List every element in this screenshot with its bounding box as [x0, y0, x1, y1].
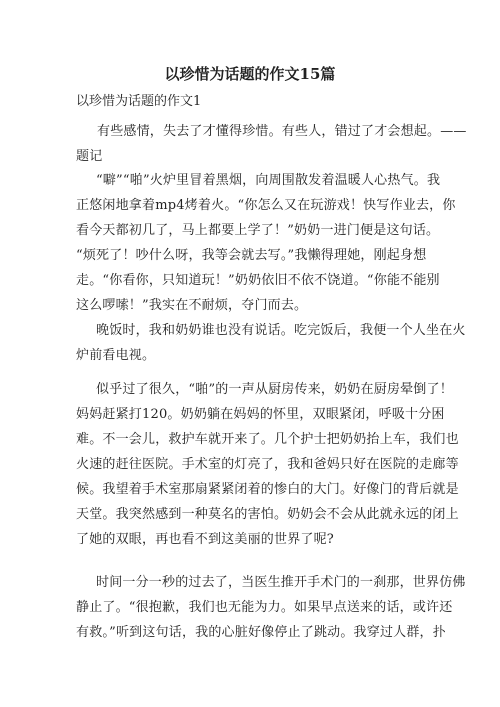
- paragraph-line: 难。不一会儿，救护车就开来了。几个护士把奶奶抬上车，我们也: [76, 432, 459, 447]
- paragraph-line: 走。“你看你，只知道玩！”奶奶依旧不依不饶道。“你能不能别: [76, 273, 440, 288]
- paragraph-line: 妈妈赶紧打120。奶奶躺在妈妈的怀里，双眼紧闭，呼吸十分困: [76, 407, 445, 422]
- paragraph-line: 这么啰嗦！”我实在不耐烦，夺门而去。: [76, 298, 308, 313]
- paragraph-line: 有些感情，失去了才懂得珍惜。有些人，错过了才会想起。——: [97, 124, 467, 139]
- paragraph-line: 天堂。我突然感到一种莫名的害怕。奶奶会不会从此就永远的闭上: [76, 507, 459, 522]
- paragraph-line: 候。我望着手术室那扇紧紧闭着的惨白的大门。好像门的背后就是: [76, 482, 459, 497]
- paragraph-line: 似乎过了很久，“啪”的一声从厨房传来，奶奶在厨房晕倒了！: [96, 382, 453, 397]
- section-heading: 以珍惜为话题的作文1: [76, 94, 202, 109]
- paragraph-line: 正悠闲地拿着mp4烤着火。“你怎么又在玩游戏！快写作业去，你: [76, 198, 456, 213]
- paragraph-line: “烦死了！吵什么呀，我等会就去写。”我懒得理她，刚起身想: [76, 248, 427, 263]
- paragraph-line: 晚饭时，我和奶奶谁也没有说话。吃完饭后，我便一个人坐在火: [96, 323, 466, 338]
- paragraph-line: 炉前看电视。: [76, 348, 156, 363]
- paragraph-line: 看今天都初几了，马上都要上学了！”奶奶一进门便是这句话。: [76, 223, 440, 238]
- document-title: 以珍惜为话题的作文15篇: [164, 65, 336, 83]
- paragraph-line: 有救。”听到这句话，我的心脏好像停止了跳动。我穿过人群，扑: [76, 625, 446, 640]
- paragraph-line: 时间一分一秒的过去了，当医生推开手术门的一刹那，世界仿佛: [96, 575, 466, 590]
- paragraph-line: 题记: [76, 149, 103, 164]
- paragraph-line: 静止了。“很抱歉，我们也无能为力。如果早点送来的话，或许还: [76, 600, 453, 615]
- paragraph-line: “噼”“啪”火炉里冒着黑烟，向周围散发着温暖人心热气。我: [96, 173, 441, 188]
- paragraph-line: 火速的赶往医院。手术室的灯亮了，我和爸妈只好在医院的走廊等: [76, 457, 459, 472]
- paragraph-line: 了她的双眼，再也看不到这美丽的世界了呢?: [76, 532, 334, 547]
